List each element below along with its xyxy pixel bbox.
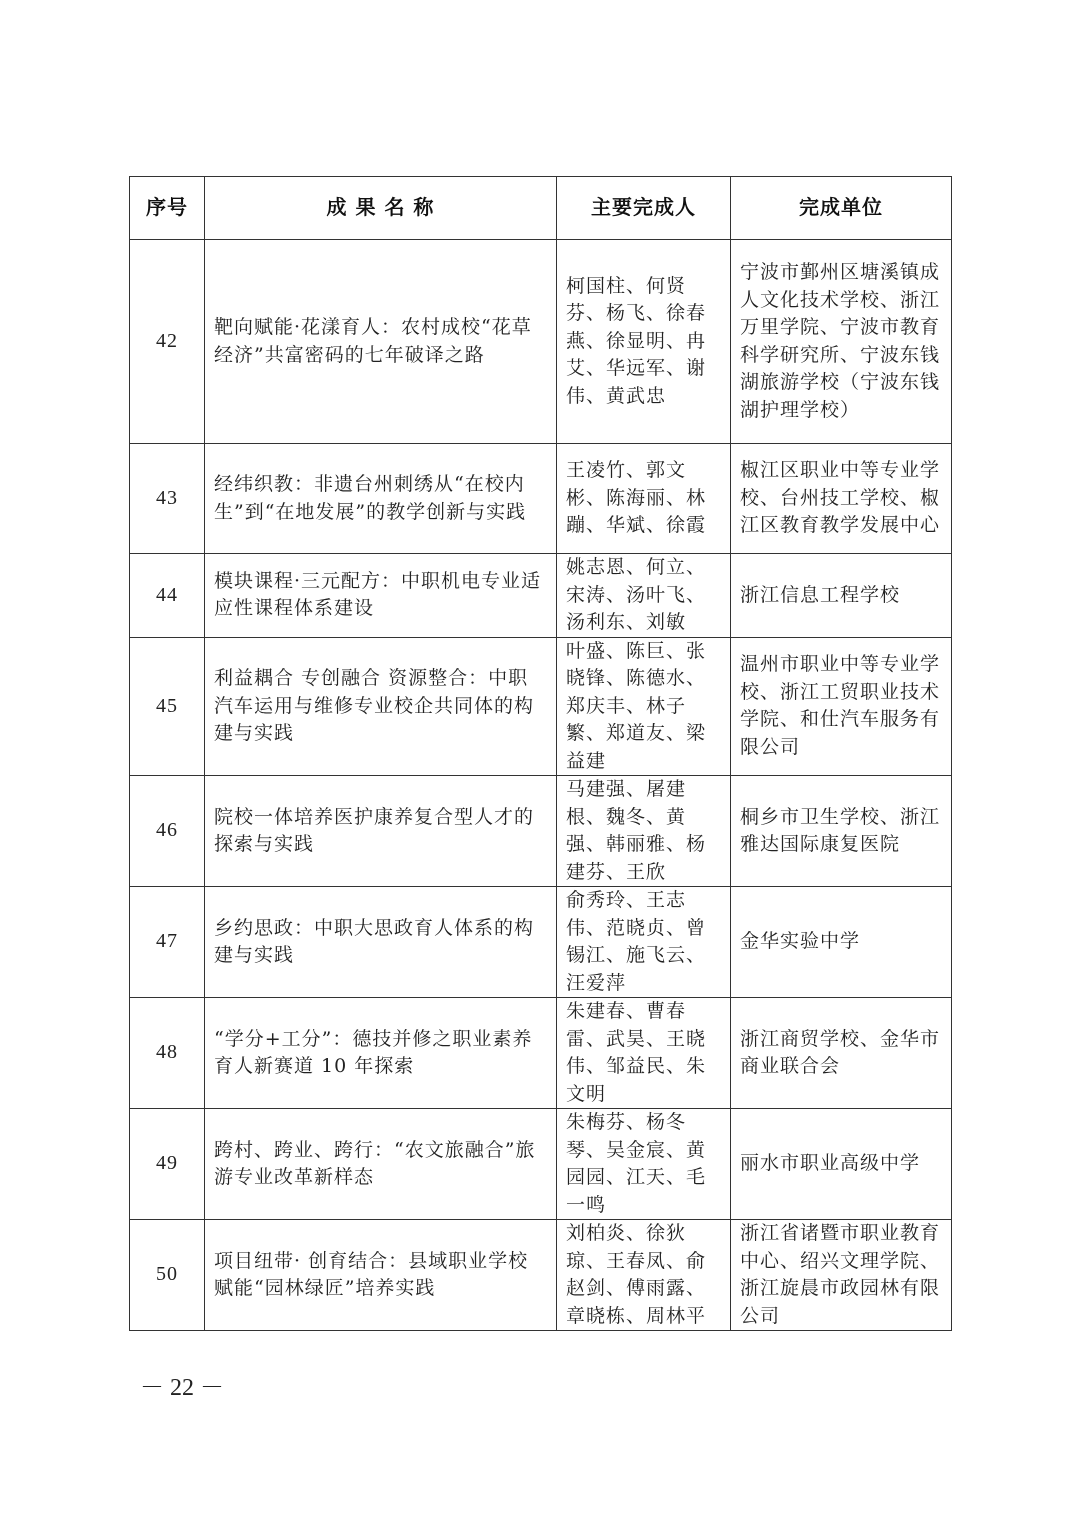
table-row: [130, 998, 952, 1109]
row-title: 利益耦合 专创融合 资源整合：中职汽车运用与维修专业校企共同体的构建与实践: [205, 637, 557, 776]
row-index: 44: [130, 554, 205, 638]
row-title: 乡约思政：中职大思政育人体系的构建与实践: [205, 887, 557, 998]
table-row: [130, 637, 952, 776]
header-people: 主要完成人: [557, 177, 731, 240]
row-title: “学分+工分”：德技并修之职业素养育人新赛道 10 年探索: [205, 998, 557, 1109]
row-index: 48: [130, 998, 205, 1109]
row-title: 院校一体培养医护康养复合型人才的探索与实践: [205, 776, 557, 887]
table-row: [130, 554, 952, 638]
row-index: 46: [130, 776, 205, 887]
table-row: [130, 887, 952, 998]
row-org: 金华实验中学: [731, 887, 952, 998]
table-row: [130, 444, 952, 554]
row-org: 浙江信息工程学校: [731, 554, 952, 638]
row-index: 42: [130, 240, 205, 444]
table-row: [130, 240, 952, 444]
row-org: 温州市职业中等专业学校、浙江工贸职业技术学院、和仕汽车服务有限公司: [731, 637, 952, 776]
table-row: [130, 776, 952, 887]
row-title: 项目纽带· 创育结合：县域职业学校赋能“园林绿匠”培养实践: [205, 1220, 557, 1331]
row-people: 俞秀玲、王志伟、范晓贞、曾锡江、施飞云、汪爱萍: [557, 887, 731, 998]
table-header-row: [130, 177, 952, 240]
header-org: 完成单位: [731, 177, 952, 240]
row-title: 模块课程·三元配方：中职机电专业适应性课程体系建设: [205, 554, 557, 638]
row-org: 浙江省诸暨市职业教育中心、绍兴文理学院、浙江旋晨市政园林有限公司: [731, 1220, 952, 1331]
row-people: 姚志恩、何立、宋涛、汤叶飞、汤利东、刘敏: [557, 554, 731, 638]
row-org: 桐乡市卫生学校、浙江雅达国际康复医院: [731, 776, 952, 887]
row-title: 靶向赋能·花漾育人：农村成校“花草经济”共富密码的七年破译之路: [205, 240, 557, 444]
achievements-table: [129, 176, 952, 1331]
row-people: 王凌竹、郭文彬、陈海丽、林蹦、华斌、徐霞: [557, 444, 731, 554]
row-title: 跨村、跨业、跨行：“农文旅融合”旅游专业改革新样态: [205, 1109, 557, 1220]
row-people: 柯国柱、何贤芬、杨飞、徐春燕、徐显明、冉艾、华远军、谢伟、黄武忠: [557, 240, 731, 444]
table-row: [130, 1220, 952, 1331]
row-index: 49: [130, 1109, 205, 1220]
row-index: 47: [130, 887, 205, 998]
row-people: 朱梅芬、杨冬琴、吴金宸、黄园园、江天、毛一鸣: [557, 1109, 731, 1220]
row-people: 朱建春、曹春雷、武昊、王晓伟、邹益民、朱文明: [557, 998, 731, 1109]
row-org: 椒江区职业中等专业学校、台州技工学校、椒江区教育教学发展中心: [731, 444, 952, 554]
row-index: 43: [130, 444, 205, 554]
row-people: 马建强、屠建根、魏冬、黄强、韩丽雅、杨建芬、王欣: [557, 776, 731, 887]
table-row: [130, 1109, 952, 1220]
row-org: 宁波市鄞州区塘溪镇成人文化技术学校、浙江万里学院、宁波市教育科学研究所、宁波东钱湖旅游学校（宁波东钱湖护理学校）: [731, 240, 952, 444]
row-index: 45: [130, 637, 205, 776]
row-title: 经纬织教：非遗台州刺绣从“在校内生”到“在地发展”的教学创新与实践: [205, 444, 557, 554]
row-index: 50: [130, 1220, 205, 1331]
row-org: 丽水市职业高级中学: [731, 1109, 952, 1220]
page-number: － 22 －: [140, 1375, 224, 1401]
row-people: 刘柏炎、徐狄琼、王春凤、俞赵剑、傅雨露、章晓栋、周林平: [557, 1220, 731, 1331]
header-index: 序号: [130, 177, 205, 240]
row-people: 叶盛、陈巨、张晓锋、陈德水、郑庆丰、林子繁、郑道友、梁益建: [557, 637, 731, 776]
row-org: 浙江商贸学校、金华市商业联合会: [731, 998, 952, 1109]
header-title: 成 果 名 称: [205, 177, 557, 240]
